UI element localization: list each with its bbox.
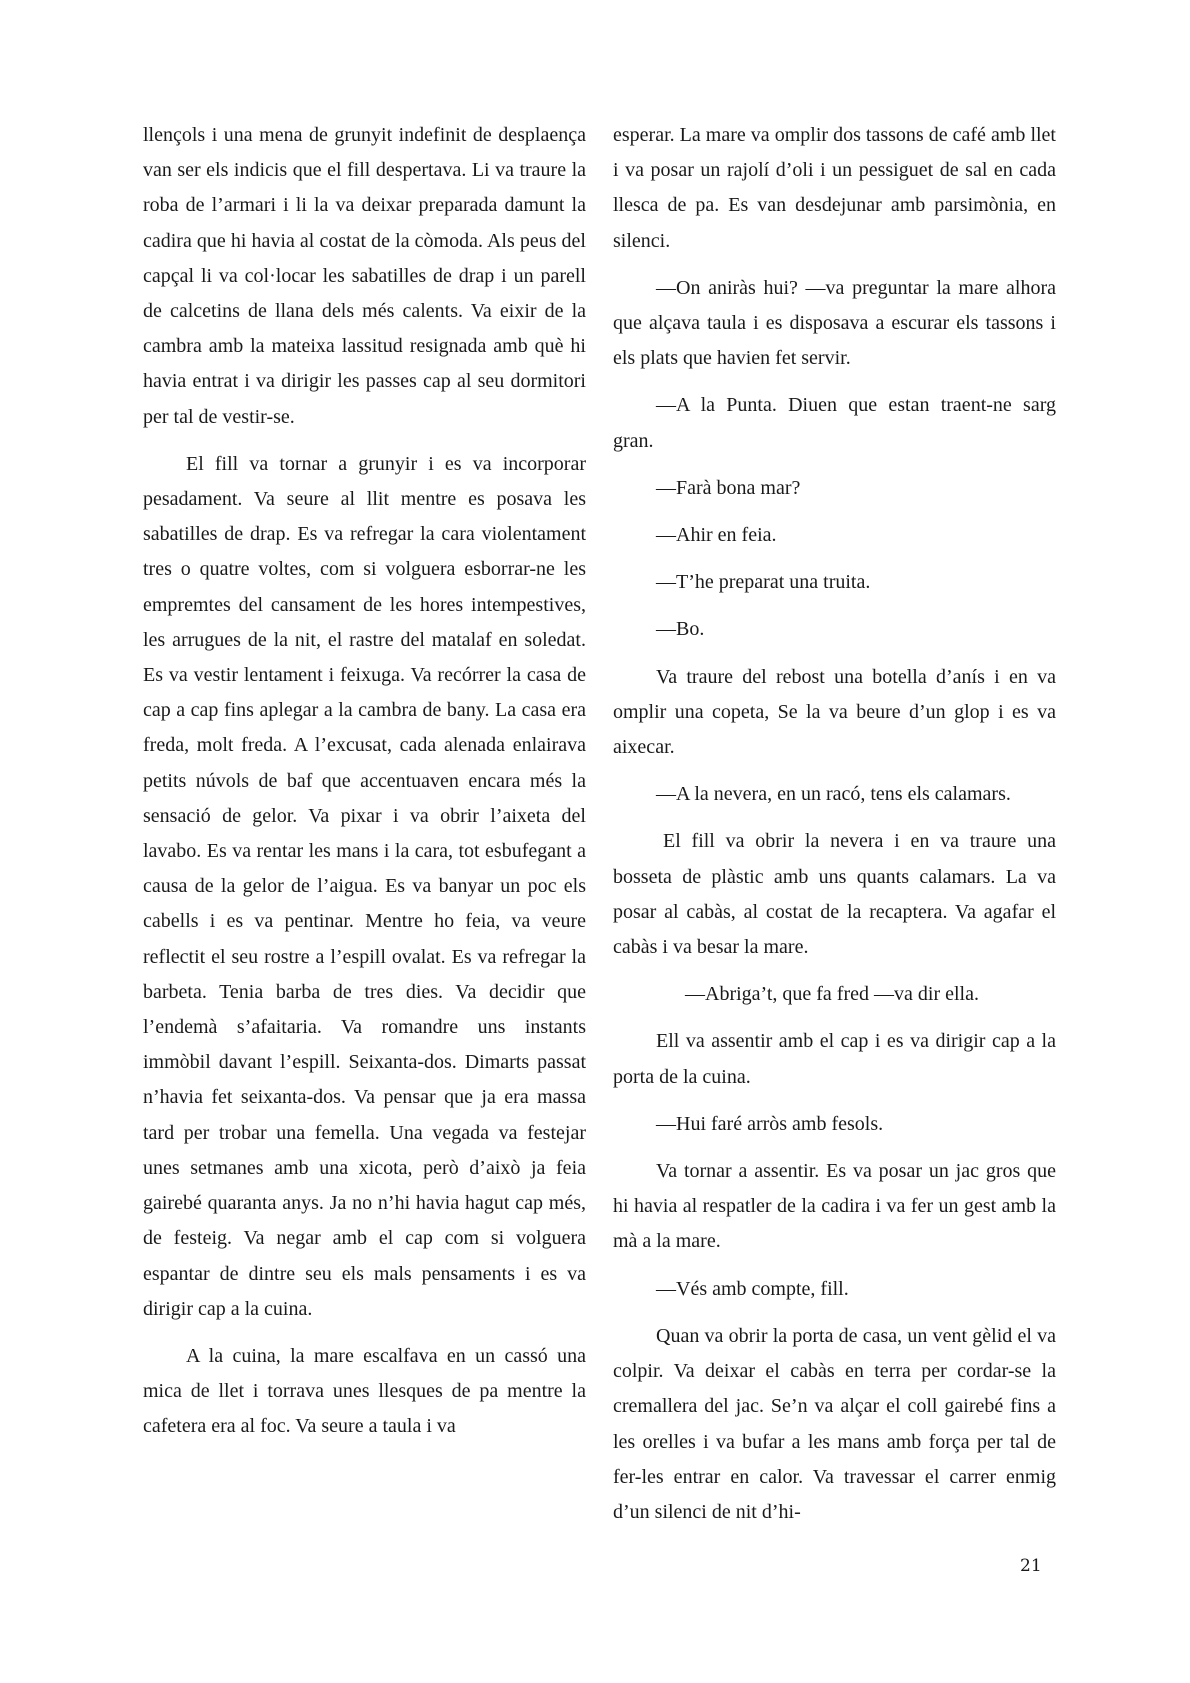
dialogue-line: —Vés amb compte, fill. (656, 1277, 849, 1300)
paragraph: Quan va obrir la porta de casa, un vent gèlid el va colpir. Va deixar el cabàs en terra per cordar-se la cremallera del jac. Se’n va alçar el coll gairebé fins a les orelles i va bufar a les mans amb força per tal de fer-les entrar en calor. Va travessar el carrer enmig d’un silenci de nit d’hi- (613, 1324, 1056, 1523)
page-number: 21 (1020, 1556, 1042, 1576)
dialogue-line: —Abriga’t, que fa fred —va dir ella. (685, 983, 979, 1006)
paragraph: esperar. La mare va omplir dos tassons de café amb llet i va posar un rajolí d’oli i un pessiguet de sal en cada llesca de pa. Es van desdejunar amb parsimònia, en silenci. (613, 124, 1056, 252)
paragraph: A la cuina, la mare escalfava en un cassó una mica de llet i torrava unes llesques de pa mentre la cafetera era al foc. Va seure a taula i va (143, 1344, 586, 1438)
dialogue-line: —A la Punta. Diuen que estan traent-ne sarg gran. (613, 394, 1056, 452)
dialogue-line: —A la nevera, en un racó, tens els calamars. (656, 783, 1011, 806)
dialogue-line: —Bo. (656, 618, 705, 641)
right-column (613, 118, 1056, 1542)
paragraph: Va tornar a assentir. Es va posar un jac gros que hi havia al respatler de la cadira i va fer un gest amb la mà a la mare. (613, 1160, 1056, 1253)
dialogue-line: —Farà bona mar? (656, 476, 801, 499)
paragraph: El fill va obrir la nevera i en va traure una bosseta de plàstic amb uns quants calamars. La va posar al cabàs, al costat de la recaptera. Va agafar el cabàs i va besar la mare. (613, 830, 1056, 959)
paragraph: Ell va assentir amb el cap i es va dirigir cap a la porta de la cuina. (613, 1030, 1056, 1088)
dialogue-line: —On aniràs hui? —va preguntar la mare alhora que alçava taula i es disposava a escurar els tassons i els plats que havien fet servir. (613, 276, 1056, 370)
left-column (143, 118, 586, 1457)
dialogue-line: —T’he preparat una truita. (656, 571, 871, 594)
paragraph: Va traure del rebost una botella d’anís i en va omplir una copeta, Se la va beure d’un glop i es va aixecar. (613, 665, 1056, 759)
paragraph: El fill va tornar a grunyir i es va incorporar pesadament. Va seure al llit mentre es posava les sabatilles de drap. Es va refregar la cara violentament tres o quatre voltes, com si volguera esborrar-ne les empremtes del cansament de les hores intempestives, les arrugues de la nit, el rastre del matalaf en soledat. Es va vestir lentament i feixuga. Va recórrer la casa de cap a cap fins aplegar a la cambra de bany. La casa era freda, molt freda. A l’excusat, cada alenada enlairava petits núvols de baf que accentuaven encara més la sensació de gelor. Va pixar i va obrir l’aixeta del lavabo. Es va rentar les mans i la cara, tot esbufegant a causa de la gelor de l’aigua. Es va banyar un poc els cabells i es va pentinar. Mentre ho feia, va veure reflectit el seu rostre a l’espill ovalat. Es va refregar la barbeta. Tenia barba de tres dies. Va decidir que l’endemà s’afaitaria. Va romandre uns instants immòbil davant l’espill. Seixanta-dos. Dimarts passat n’havia fet seixanta-dos. Va pensar que ja era massa tard per trobar una femella. Una vegada va festejar unes setmanes amb una xicota, però d’això ja feia gairebé quaranta anys. Ja no n’hi havia hagut cap més, de festeig. Va negar amb el cap com si volguera espantar de dintre seu els mals pensaments i es va dirigir cap a la cuina. (143, 452, 586, 1320)
dialogue-line: —Hui faré arròs amb fesols. (656, 1112, 884, 1135)
dialogue-line: —Ahir en feia. (656, 524, 777, 547)
paragraph: llençols i una mena de grunyit indefinit de desplaença van ser els indicis que el fill despertava. Li va traure la roba de l’armari i li la va deixar preparada damunt la cadira que hi havia al costat de la còmoda. Als peus del capçal li va col·locar les sabatilles de drap i un parell de calcetins de llana dels més calents. Va eixir de la cambra amb la mateixa lassitud resignada amb què hi havia entrat i va dirigir les passes cap al seu dormitori per tal de vestir-se. (143, 124, 586, 428)
